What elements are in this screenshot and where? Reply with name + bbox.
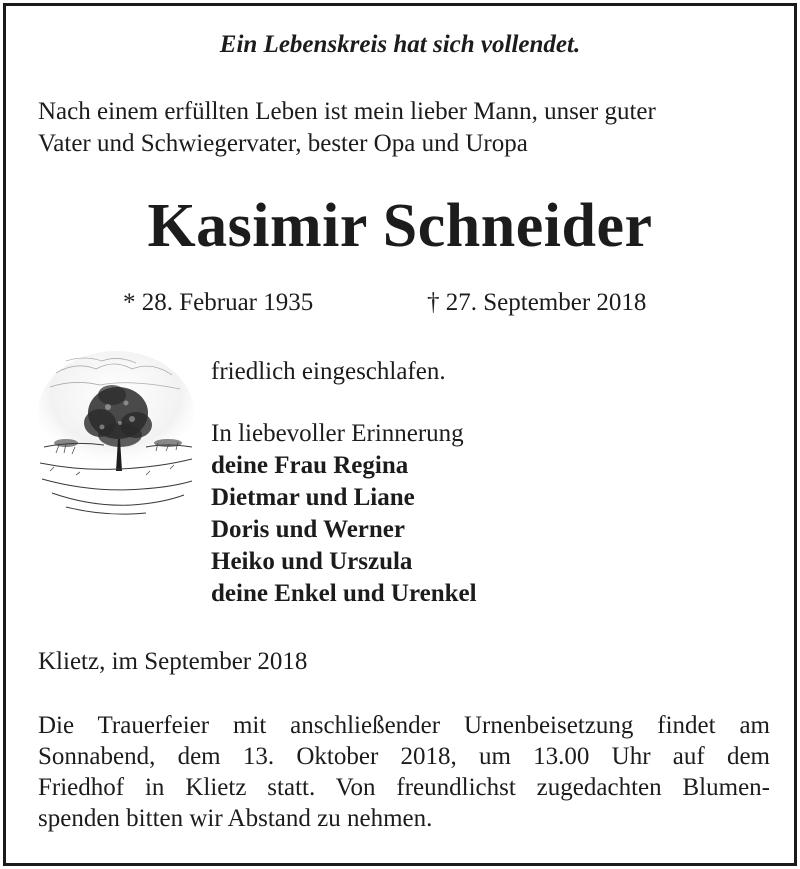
funeral-line: spenden bitten wir Abstand zu nehmen.	[38, 805, 433, 832]
motto: Ein Lebenskreis hat sich vollendet.	[219, 31, 581, 58]
deceased-name: Kasimir Schneider	[147, 192, 653, 260]
mourner-name: Heiko und Urszula	[211, 548, 413, 575]
intro-text	[38, 96, 766, 160]
mourner-name: Doris und Werner	[211, 516, 405, 543]
mourners-block	[211, 356, 477, 610]
mourner-name: Dietmar und Liane	[211, 484, 415, 511]
birth-date: * 28. Februar 1935	[123, 289, 314, 316]
funeral-info	[38, 710, 770, 834]
funeral-line: Friedhof in Klietz statt. Von freundlichst zugedachten Blumen-	[38, 774, 770, 801]
death-date: † 27. September 2018	[427, 289, 647, 316]
mourner-name: deine Enkel und Urenkel	[211, 580, 477, 607]
place-date: Klietz, im September 2018	[38, 648, 308, 675]
obituary-notice	[3, 3, 797, 866]
status-text: friedlich eingeschlafen.	[211, 358, 446, 385]
tree-landscape-icon	[36, 343, 196, 523]
funeral-line: Sonnabend, dem 13. Oktober 2018, um 13.00 Uhr auf dem	[38, 743, 770, 770]
funeral-line: Die Trauerfeier mit anschließender Urnenbeisetzung findet am	[38, 712, 770, 739]
remembrance-text: In liebevoller Erinnerung	[211, 420, 464, 447]
intro-line: Vater und Schwiegervater, bester Opa und Uropa	[38, 130, 528, 157]
intro-line: Nach einem erfüllten Leben ist mein lieber Mann, unser guter	[38, 98, 656, 125]
mourner-name: deine Frau Regina	[211, 452, 409, 479]
